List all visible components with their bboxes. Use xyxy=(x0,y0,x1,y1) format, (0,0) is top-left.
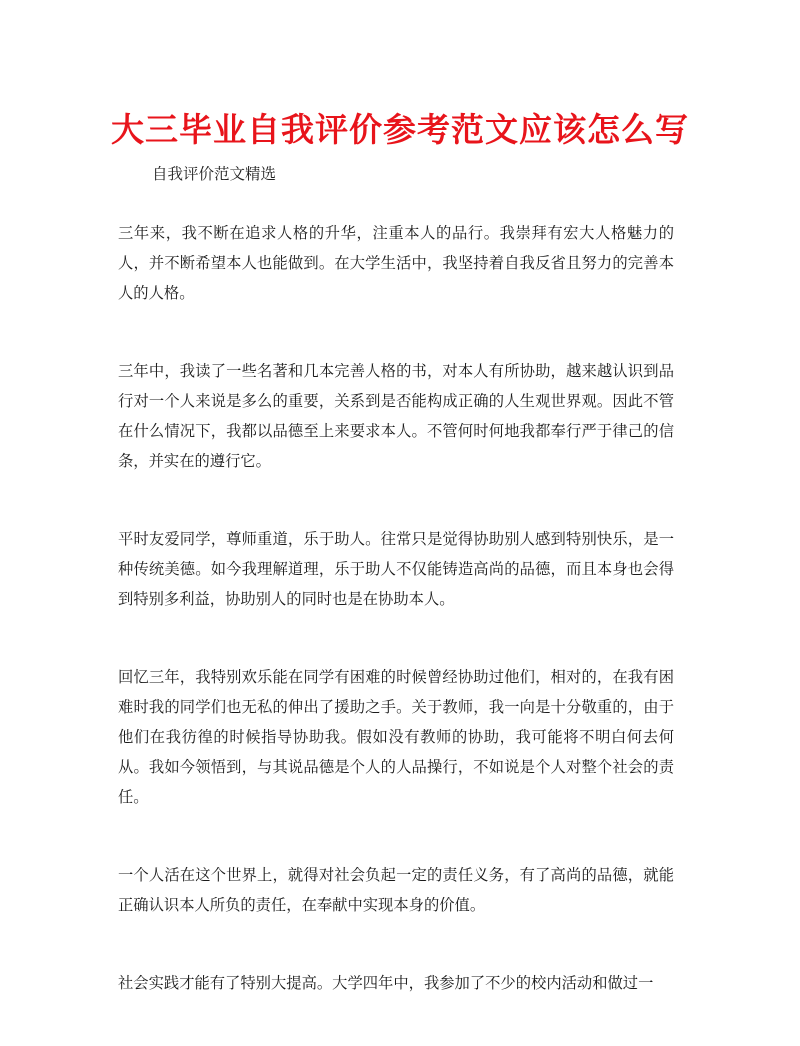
document-title: 大三毕业自我评价参考范文应该怎么写 xyxy=(111,110,689,149)
paragraph: 平时友爱同学，尊师重道，乐于助人。往常只是觉得协助别人感到特别快乐，是一种传统美德。如今我理解道理，乐于助人不仅能铸造高尚的品德，而且本身也会得到特别多利益，协助别人的同时也是在协助本人。 xyxy=(118,530,674,608)
paragraph: 三年来，我不断在追求人格的升华，注重本人的品行。我崇拜有宏大人格魅力的人，并不断希望本人也能做到。在大学生活中，我坚持着自我反省且努力的完善本人的人格。 xyxy=(118,224,674,302)
paragraph: 三年中，我读了一些名著和几本完善人格的书，对本人有所协助，越来越认识到品行对一个人来说是多么的重要，关系到是否能构成正确的人生观世界观。因此不管在什么情况下，我都以品德至上来要求本人。不管何时何地我都奉行严于律己的信条，并实在的遵行它。 xyxy=(118,362,674,470)
document-body xyxy=(118,218,674,1046)
paragraph: 社会实践才能有了特别大提高。大学四年中，我参加了不少的校内活动和做过一 xyxy=(118,974,654,992)
paragraph: 一个人活在这个世界上，就得对社会负起一定的责任义务，有了高尚的品德，就能正确认识本人所负的责任，在奉献中实现本身的价值。 xyxy=(118,866,674,914)
document-subtitle: 自我评价范文精选 xyxy=(152,165,277,183)
paragraph: 回忆三年，我特别欢乐能在同学有困难的时候曾经协助过他们，相对的，在我有困难时我的同学们也无私的伸出了援助之手。关于教师，我一向是十分敬重的，由于他们在我彷徨的时候指导协助我。假如没有教师的协助，我可能将不明白何去何从。我如今领悟到，与其说品德是个人的人品操行，不如说是个人对整个社会的责任。 xyxy=(118,668,674,806)
